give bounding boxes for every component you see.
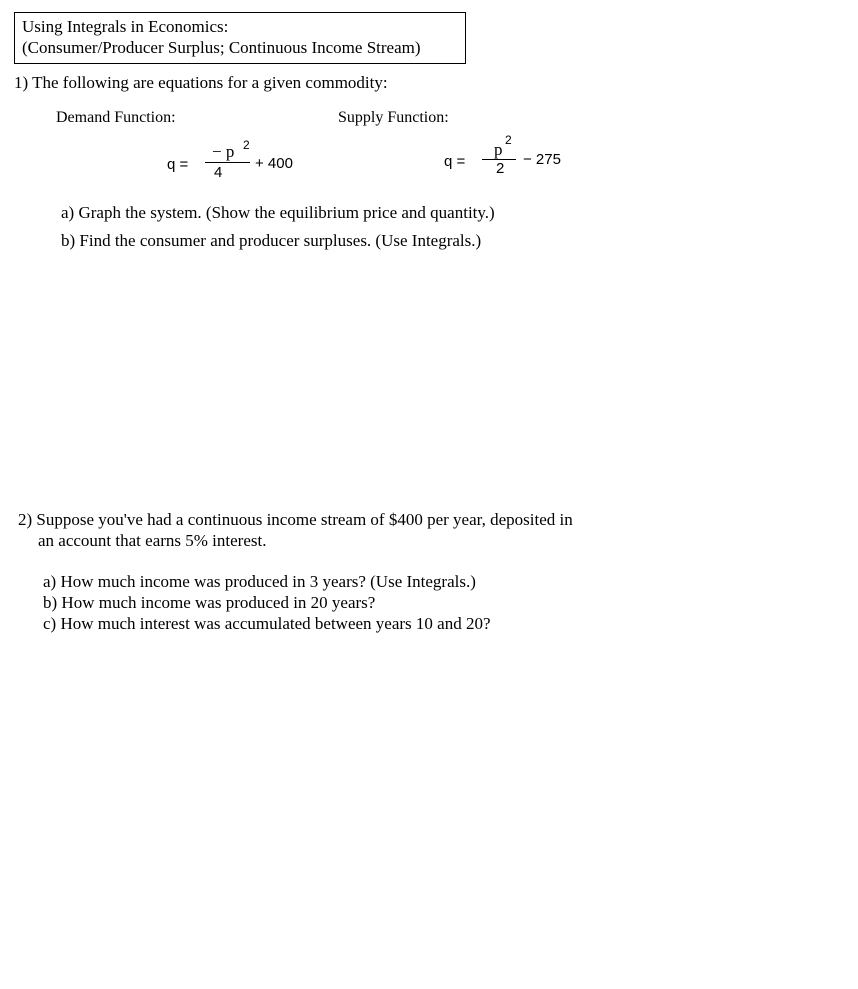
demand-eq-lhs: q = xyxy=(167,156,189,173)
title-box xyxy=(14,12,466,64)
supply-eq-numerator: p xyxy=(494,140,503,159)
problem-1-part-a: a) Graph the system. (Show the equilibrium price and quantity.) xyxy=(61,203,495,222)
supply-function-label: Supply Function: xyxy=(338,109,449,126)
problem-2-part-a: a) How much income was produced in 3 years? (Use Integrals.) xyxy=(43,572,476,591)
problem-2-part-c: c) How much interest was accumulated between years 10 and 20? xyxy=(43,614,491,633)
supply-eq-tail: − 275 xyxy=(523,151,561,168)
problem-1-intro: 1) The following are equations for a given commodity: xyxy=(14,73,388,92)
problem-1-part-b: b) Find the consumer and producer surpluses. (Use Integrals.) xyxy=(61,231,482,250)
supply-eq-denominator: 2 xyxy=(496,160,505,177)
problem-2-line-2: an account that earns 5% interest. xyxy=(38,531,267,550)
demand-eq-exponent: 2 xyxy=(243,138,250,152)
demand-eq-numerator: − p xyxy=(212,142,235,161)
title-line-2: (Consumer/Producer Surplus; Continuous Income Stream) xyxy=(22,38,421,57)
supply-eq-lhs: q = xyxy=(444,153,466,170)
problem-2-part-b: b) How much income was produced in 20 years? xyxy=(43,593,376,612)
problem-2-line-1: 2) Suppose you've had a continuous income stream of $400 per year, deposited in xyxy=(18,510,573,529)
demand-function-label: Demand Function: xyxy=(56,109,176,126)
demand-eq-tail: + 400 xyxy=(255,155,293,172)
demand-eq-denominator: 4 xyxy=(214,164,223,181)
title-line-1: Using Integrals in Economics: xyxy=(22,17,229,36)
demand-fraction-bar xyxy=(205,162,250,163)
supply-eq-exponent: 2 xyxy=(505,133,512,147)
